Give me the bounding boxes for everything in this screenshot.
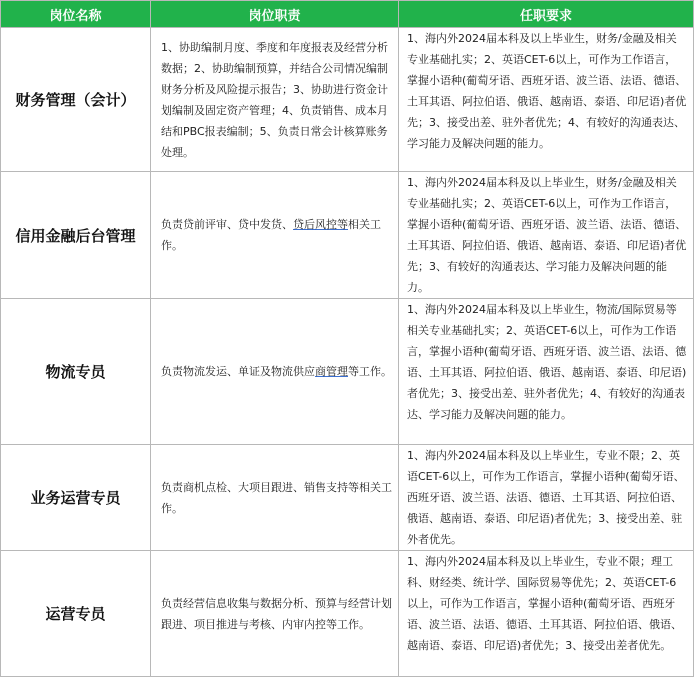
table-row bbox=[1, 172, 694, 299]
job-requirement: 1、海内外2024届本科及以上毕业生，专业不限；理工科、财经类、统计学、国际贸易等优先；2、英语CET-6以上，可作为工作语言，掌握小语种(葡萄牙语、西班牙语、波兰语、法语、德语、土耳其语、阿拉伯语、俄语、越南语、泰语、印尼语)者优先；3、接受出差者优先。 bbox=[399, 551, 694, 677]
job-requirement: 1、海内外2024届本科及以上毕业生，财务/金融及相关专业基础扎实；2、英语CET-6以上，可作为工作语言，掌握小语种(葡萄牙语、西班牙语、波兰语、法语、德语、土耳其语、阿拉伯语、俄语、越南语、泰语、印尼语)者优先；3、有较好的沟通表达、学习能力及解决问题的能力。 bbox=[399, 172, 694, 299]
job-duty bbox=[151, 299, 399, 445]
header-job-name: 岗位名称 bbox=[1, 1, 151, 28]
job-duty bbox=[151, 172, 399, 299]
job-name: 物流专员 bbox=[1, 299, 151, 445]
table-row bbox=[1, 445, 694, 551]
table-header-row bbox=[1, 1, 694, 28]
job-requirement: 1、海内外2024届本科及以上毕业生，物流/国际贸易等相关专业基础扎实；2、英语CET-6以上，可作为工作语言，掌握小语种(葡萄牙语、西班牙语、波兰语、法语、德语、土耳其语、阿拉伯语、俄语、越南语、泰语、印尼语)者优先；3、接受出差、驻外者优先；4、有较好的沟通表达、学习能力及解决问题的能力。 bbox=[399, 299, 694, 445]
header-job-duty: 岗位职责 bbox=[151, 1, 399, 28]
table-row bbox=[1, 28, 694, 172]
duty-underlined-text: 贷后风控等 bbox=[293, 218, 348, 231]
duty-text: 负责贷前评审、贷中发货、 bbox=[161, 218, 293, 231]
duty-text: 等工作。 bbox=[348, 365, 392, 378]
job-requirement: 1、海内外2024届本科及以上毕业生，财务/金融及相关专业基础扎实；2、英语CET-6以上，可作为工作语言，掌握小语种(葡萄牙语、西班牙语、波兰语、法语、德语、土耳其语、阿拉伯语、俄语、越南语、泰语、印尼语)者优先；3、接受出差、驻外者优先；4、有较好的沟通表达、学习能力及解决问题的能力。 bbox=[399, 28, 694, 172]
job-name: 业务运营专员 bbox=[1, 445, 151, 551]
job-name: 运营专员 bbox=[1, 551, 151, 677]
duty-text: 负责物流发运、单证及物流供应 bbox=[161, 365, 315, 378]
duty-underlined-text: 商管理 bbox=[315, 365, 348, 378]
table-row bbox=[1, 299, 694, 445]
job-requirement: 1、海内外2024届本科及以上毕业生，专业不限；2、英语CET-6以上，可作为工作语言，掌握小语种(葡萄牙语、西班牙语、波兰语、法语、德语、土耳其语、阿拉伯语、俄语、越南语、泰语、印尼语)者优先；3、接受出差、驻外者优先。 bbox=[399, 445, 694, 551]
job-name: 信用金融后台管理 bbox=[1, 172, 151, 299]
job-duty: 1、协助编制月度、季度和年度报表及经营分析数据；2、协助编制预算，并结合公司情况编制财务分析及风险提示报告；3、协助进行资金计划编制及固定资产管理；4、负责销售、成本月结和PBC报表编制；5、负责日常会计核算账务处理。 bbox=[151, 28, 399, 172]
table-row bbox=[1, 551, 694, 677]
duty-text: 相关工作。 bbox=[161, 218, 381, 252]
job-name: 财务管理（会计） bbox=[1, 28, 151, 172]
job-duty: 负责经营信息收集与数据分析、预算与经营计划跟进、项目推进与考核、内审内控等工作。 bbox=[151, 551, 399, 677]
job-duty: 负责商机点检、大项目跟进、销售支持等相关工作。 bbox=[151, 445, 399, 551]
header-job-requirement: 任职要求 bbox=[399, 1, 694, 28]
